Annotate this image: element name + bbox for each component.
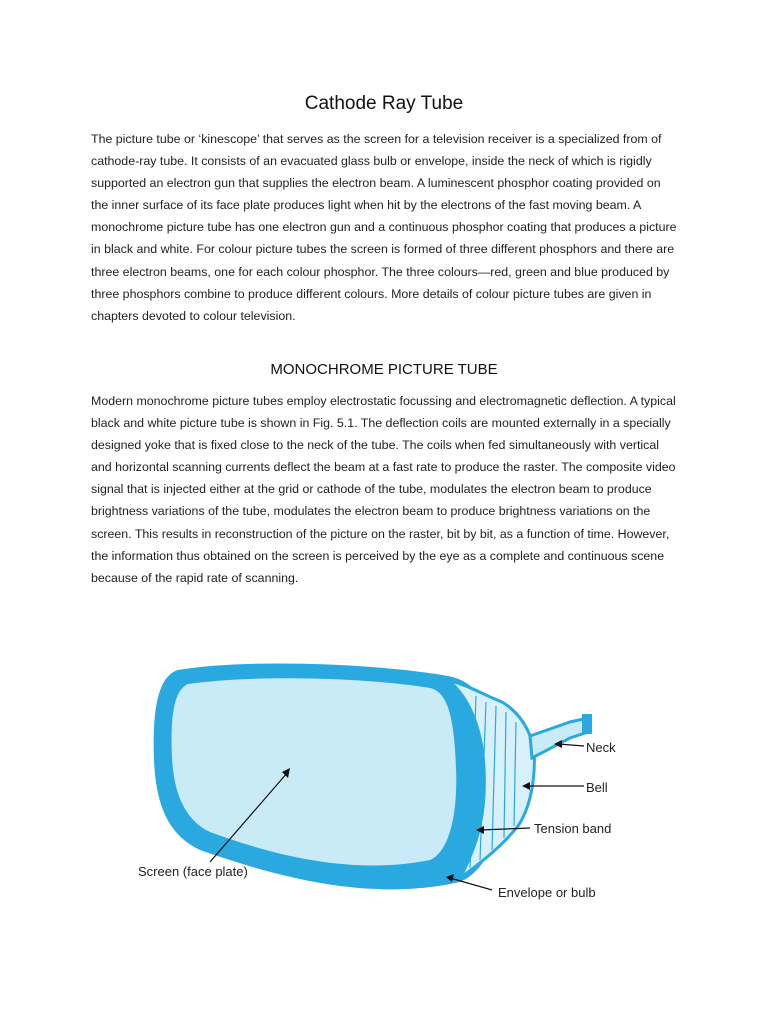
intro-paragraph: The picture tube or ‘kinescope’ that serves as the screen for a television receiver is a specialized from of cathode-ray tube. It consists of an evacuated glass bulb or envelope, inside the neck of which is rigidly supported an electron gun that supplies the electron beam. A luminescent phosphor coating provided on the inner surface of its face plate produces light when hit by the electrons of the fast moving beam. A monochrome picture tube has one electron gun and a continuous phosphor coating that produces a picture in black and white. For colour picture tubes the screen is formed of three different phosphors and there are three electron beams, one for each colour phosphor. The three colours—red, green and blue produced by three phosphors combine to produce different colours. More details of colour picture tubes are given in chapters devoted to colour television. — [91, 132, 677, 323]
monochrome-paragraph: Modern monochrome picture tubes employ electrostatic focussing and electromagnetic deflection. A typical black and white picture tube is shown in Fig. 5.1. The deflection coils are mounted externally in a specially designed yoke that is fixed close to the neck of the tube. The coils when fed simultaneously with vertical and horizontal scanning currents deflect the beam at a fast rate to produce the raster. The composite video signal that is injected either at the grid or cathode of the tube, modulates the electron beam to produce brightness variations of the tube, modulates the electron beam to produce brightness variations on the screen. This results in reconstruction of the picture on the raster, bit by bit, as a function of time. However, the information thus obtained on the screen is perceived by the eye as a complete and continuous scene because of the rapid rate of scanning. — [91, 394, 676, 585]
crt-diagram — [130, 640, 650, 930]
page-title: Cathode Ray Tube — [304, 93, 464, 114]
label-tension-band: Tension band — [534, 821, 612, 836]
tube-neck — [530, 718, 588, 758]
section-heading: MONOCHROME PICTURE TUBE — [270, 361, 498, 378]
crt-figure — [130, 640, 650, 930]
label-neck: Neck — [586, 740, 616, 755]
neck-cap — [582, 714, 592, 734]
label-screen: Screen (face plate) — [138, 864, 248, 879]
label-envelope: Envelope or bulb — [498, 885, 596, 900]
label-bell: Bell — [586, 780, 608, 795]
